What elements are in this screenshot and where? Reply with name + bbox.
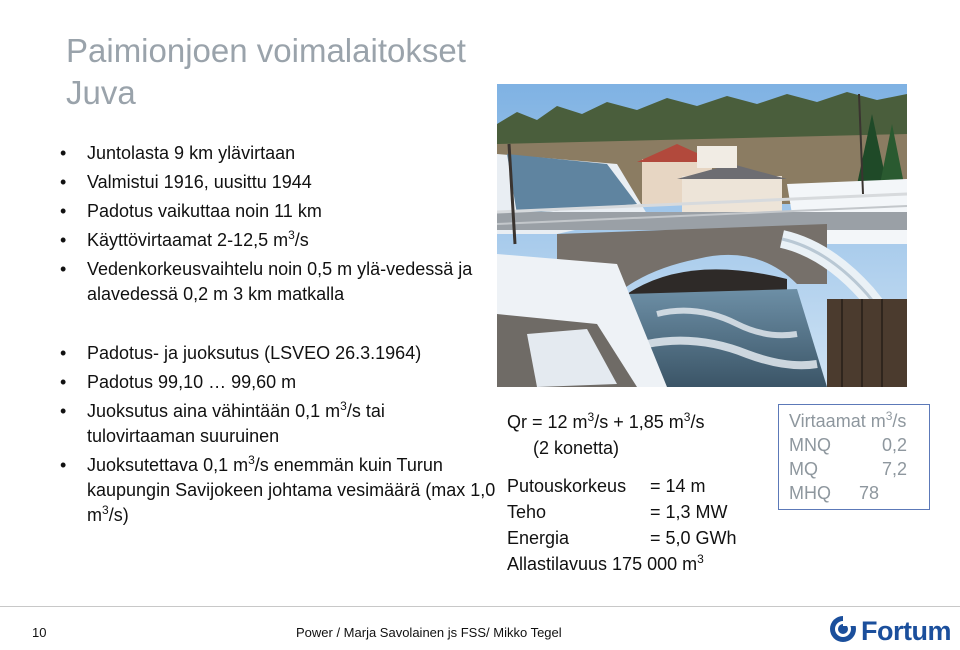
flow-value: 0,2 (881, 435, 907, 455)
stat-value: = 5,0 GWh (650, 528, 737, 548)
bullet-item: • Padotus- ja juoksutus (LSVEO 26.3.1964) (60, 341, 500, 366)
plant-stats (507, 409, 737, 577)
flow-value: 78 (859, 483, 880, 503)
bullet-item: • Juntolasta 9 km ylävirtaan (60, 141, 490, 166)
flow-label: MQ (789, 459, 818, 479)
bullet-item: • Padotus vaikuttaa noin 11 km (60, 199, 490, 224)
bullet-list-bottom (60, 341, 500, 532)
title-line-1: Paimionjoen voimalaitokset (66, 32, 466, 69)
power-plant-photo (497, 84, 907, 387)
stat-label: Putouskorkeus (507, 476, 627, 496)
flow-label: MHQ (789, 483, 831, 503)
bullet-item: • Juoksutus aina vähintään 0,1 $m^3/s$ tai tulovirtaaman suuruinen (60, 399, 457, 449)
bullet-item: • Vedenkorkeusvaihtelu noin 0,5 m ylä-vedessä ja alavedessä 0,2 m 3 km matkalla (60, 257, 497, 307)
fortum-logo (828, 614, 951, 649)
flow-label: MNQ (789, 435, 831, 455)
flow-box-title: Virtaamat $m^3/s$ (789, 409, 907, 431)
bullet-list-top (60, 141, 490, 311)
page-number: 10 (32, 625, 47, 640)
logo-wordmark: Fortum (861, 616, 951, 646)
stat-row (507, 499, 737, 525)
slide-title (66, 30, 466, 114)
flow-value: 7,2 (881, 459, 907, 479)
rated-flow: Qr = 12 $m^3/s + 1,85$ $m^3/s$ (507, 410, 705, 432)
bullet-item: • Juoksutettava 0,1 $m^3/s$ enemmän kuin Turun kaupungin Savijokeen johtama vesimäärä (max 1,0 $m^3/s$) (60, 453, 497, 528)
stat-value: = 14 m (650, 476, 706, 496)
footer-divider (0, 606, 960, 607)
flow-row (789, 433, 929, 457)
footer-text: Power / Marja Savolainen js FSS/ Mikko Tegel (296, 625, 562, 640)
bullet-item: • Valmistui 1916, uusittu 1944 (60, 170, 490, 195)
reservoir-volume: Allastilavuus 175 000 $m^3$ (507, 552, 704, 574)
flow-rates-box (778, 404, 930, 510)
stat-label: Energia (507, 528, 570, 548)
stat-row (507, 525, 737, 551)
stat-label: Teho (507, 502, 547, 522)
flow-row (789, 481, 929, 505)
fortum-logo-icon (828, 614, 858, 649)
stat-value: = 1,3 MW (650, 502, 728, 522)
title-line-2: Juva (66, 74, 136, 111)
bullet-item: • Käyttövirtaamat 2-12,5 $m^3/s$ (60, 228, 490, 253)
machine-count: (2 konetta) (533, 438, 620, 458)
bullet-item: • Padotus 99,10 … 99,60 m (60, 370, 500, 395)
flow-row (789, 457, 929, 481)
stat-row (507, 473, 737, 499)
